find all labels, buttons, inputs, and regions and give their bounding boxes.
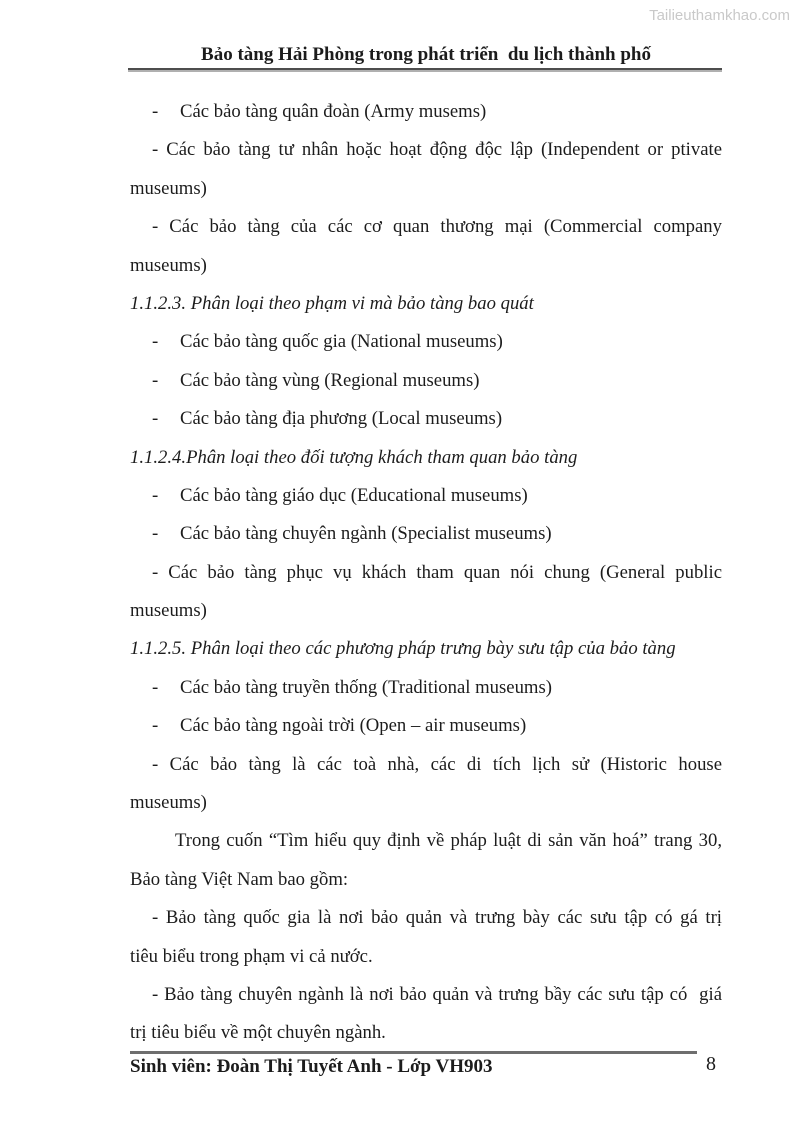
bullet-marker: -	[152, 408, 159, 430]
bullet-item	[130, 515, 722, 553]
text-line: 1.1.2.5. Phân loại theo các phương pháp trưng bày sưu tập của bảo tàng	[130, 638, 676, 660]
text-line: 1.1.2.4.Phân loại theo đối tượng khách tham quan bảo tàng	[130, 446, 578, 468]
bullet-item	[130, 93, 722, 131]
bullet-marker: -	[152, 101, 159, 122]
text-line: - Các bảo tàng tư nhân hoặc hoạt động độc lập (Independent or ptivate	[152, 139, 722, 161]
bullet-item	[130, 746, 722, 823]
text-line: - Các bảo tàng ngoài trời (Open – air museums)	[130, 707, 722, 745]
bullet-marker: -	[152, 715, 159, 737]
bullet-marker: -	[152, 369, 159, 391]
section-heading	[130, 439, 722, 477]
bullet-item	[130, 131, 722, 208]
bullet-item	[130, 554, 722, 631]
bullet-item	[130, 669, 722, 707]
text-line: - Bảo tàng quốc gia là nơi bảo quản và trưng bày các sưu tập có gá trị	[152, 907, 722, 929]
bullet-item	[130, 362, 722, 400]
text-line: museums)	[130, 792, 207, 814]
text-line: - Các bảo tàng địa phương (Local museums)	[130, 400, 722, 438]
bullet-item	[130, 477, 722, 515]
document-content	[130, 93, 722, 1053]
text-line: - Các bảo tàng quân đoàn (Army musems)	[130, 93, 722, 131]
page-number: 8	[706, 1053, 716, 1075]
header-rule	[128, 68, 722, 72]
bullet-item	[130, 208, 722, 285]
bullet-marker: -	[152, 523, 159, 545]
bullet-item	[130, 976, 722, 1053]
bullet-marker: -	[152, 484, 159, 506]
text-line: - Các bảo tàng vùng (Regional museums)	[130, 362, 722, 400]
text-line: - Bảo tàng chuyên ngành là nơi bảo quản và trưng bầy các sưu tập có giá	[152, 983, 722, 1005]
watermark: Tailieuthamkhao.com	[649, 7, 790, 24]
footer-rule	[130, 1051, 697, 1054]
bullet-marker: -	[152, 331, 159, 353]
bullet-marker: -	[152, 676, 159, 698]
text-line: - Các bảo tàng của các cơ quan thương mại (Commercial company	[152, 216, 722, 238]
text-line: tiêu biểu trong phạm vi cả nước.	[130, 945, 373, 967]
text-line: - Các bảo tàng là các toà nhà, các di tích lịch sử (Historic house	[152, 753, 722, 775]
text-line: Bảo tàng Việt Nam bao gồm:	[130, 868, 349, 890]
bullet-item	[130, 400, 722, 438]
paragraph	[130, 822, 722, 899]
text-line: - Các bảo tàng phục vụ khách tham quan nói chung (General public	[152, 561, 722, 583]
text-line: trị tiêu biểu về một chuyên ngành.	[130, 1022, 386, 1044]
bullet-item	[130, 899, 722, 976]
page-header-title: Bảo tàng Hải Phòng trong phát triển du lịch thành phố	[201, 44, 651, 65]
text-line: museums)	[130, 254, 207, 276]
text-line: - Các bảo tàng truyền thống (Traditional museums)	[130, 669, 722, 707]
text-line: museums)	[130, 177, 207, 199]
section-heading	[130, 630, 722, 668]
text-line: - Các bảo tàng chuyên ngành (Specialist museums)	[130, 515, 722, 553]
text-line: 1.1.2.3. Phân loại theo phạm vi mà bảo tàng bao quát	[130, 292, 534, 314]
section-heading	[130, 285, 722, 323]
text-line: - Các bảo tàng quốc gia (National museums)	[130, 323, 722, 361]
text-line: - Các bảo tàng giáo dục (Educational museums)	[130, 477, 722, 515]
text-line: museums)	[130, 600, 207, 622]
bullet-item	[130, 707, 722, 745]
text-line: Trong cuốn “Tìm hiểu quy định về pháp luật di sản văn hoá” trang 30,	[175, 830, 722, 852]
bullet-item	[130, 323, 722, 361]
footer-author: Sinh viên: Đoàn Thị Tuyết Anh - Lớp VH903	[130, 1056, 493, 1077]
